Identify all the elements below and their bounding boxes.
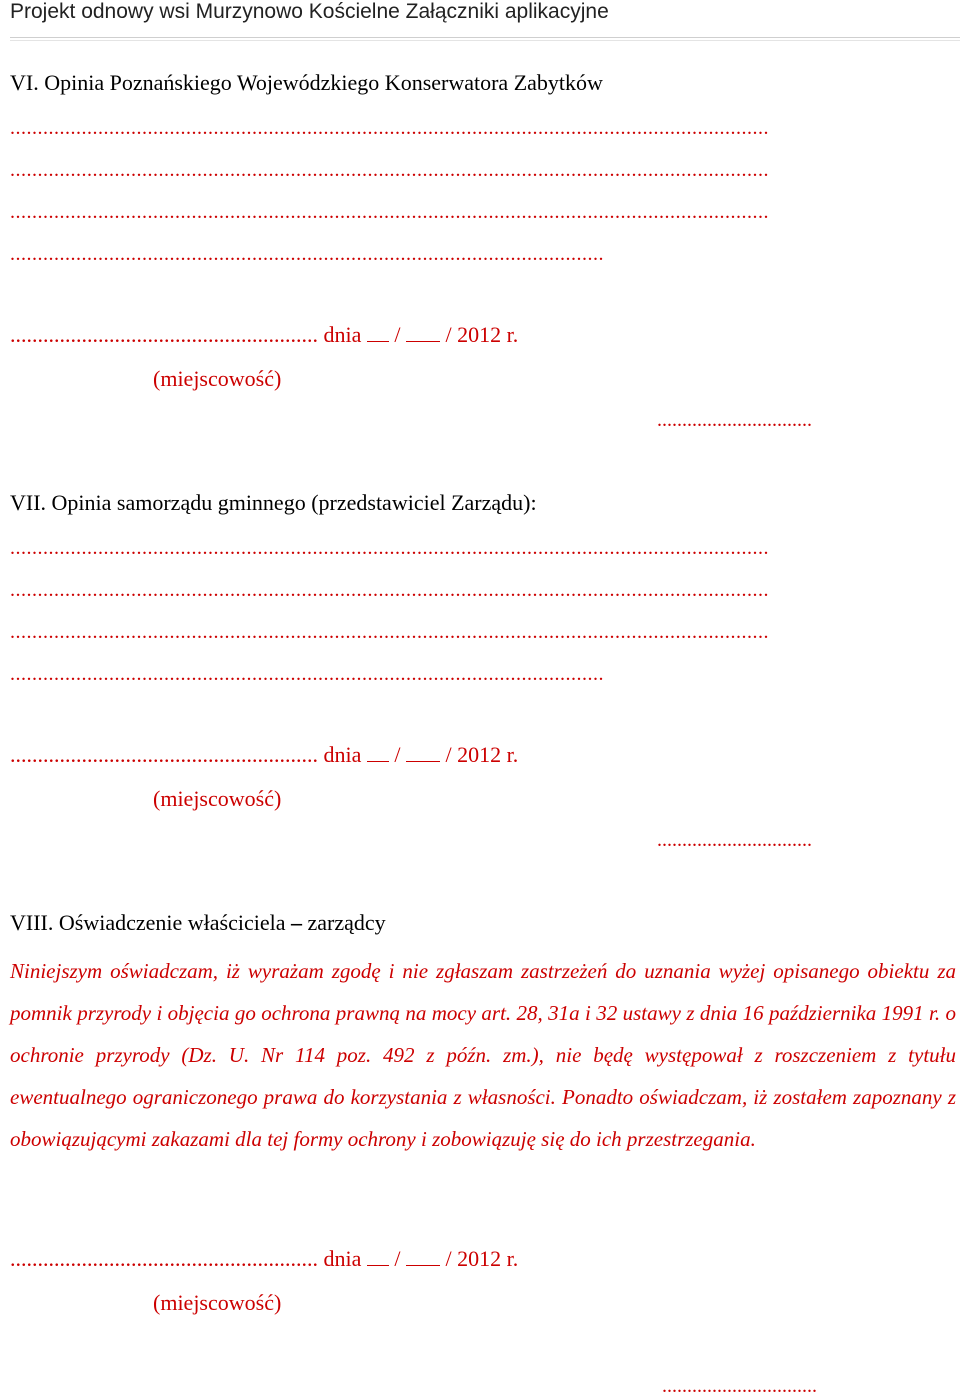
place-dots: ........................................................ — [10, 322, 318, 347]
header-divider — [10, 37, 960, 38]
day-blank — [367, 323, 389, 342]
heading-text-suffix: zarządcy — [301, 910, 386, 935]
date-slash: / — [394, 322, 401, 347]
place-label: (miejscowość) — [153, 1290, 282, 1315]
date-word: dnia — [323, 742, 362, 767]
date-slash: / — [394, 742, 401, 767]
heading-text: VIII. Oświadczenie właściciela — [10, 910, 291, 935]
opinion-line-4: ............................................................................................................ — [10, 663, 604, 685]
date-word: dnia — [323, 322, 362, 347]
date-line — [10, 742, 518, 768]
month-blank — [406, 1247, 440, 1266]
date-year: / 2012 r. — [445, 1246, 519, 1271]
heading-dash: – — [290, 910, 302, 935]
header-divider-secondary — [10, 40, 960, 41]
opinion-line-4: ............................................................................................................ — [10, 243, 604, 265]
section-heading-vii: VII. Opinia samorządu gminnego (przedstawiciel Zarządu): — [10, 490, 537, 515]
section-heading-viii — [10, 910, 386, 936]
signature-dots: ............................... — [662, 1375, 817, 1397]
date-line — [10, 1246, 518, 1272]
opinion-line-2: .......................................................................................................................................... — [10, 159, 769, 181]
opinion-line-3: .......................................................................................................................................... — [10, 621, 769, 643]
day-blank — [367, 1247, 389, 1266]
opinion-line-1: .......................................................................................................................................... — [10, 537, 769, 559]
section-heading-vi: VI. Opinia Poznańskiego Wojewódzkiego Konserwatora Zabytków — [10, 70, 603, 95]
place-label: (miejscowość) — [153, 786, 282, 811]
place-dots: ........................................................ — [10, 1246, 318, 1271]
opinion-line-1: .......................................................................................................................................... — [10, 117, 769, 139]
place-dots: ........................................................ — [10, 742, 318, 767]
owner-statement: Niniejszym oświadczam, iż wyrażam zgodę i nie zgłaszam zastrzeżeń do uznania wyżej opisanego obiektu za pomnik przyrody i objęcia go ochrona prawną na mocy art. 28, 31a i 32 ustawy z dnia 16 października 1991 r. o ochronie przyrody (Dz. U. Nr 114 poz. 492 z późn. zm.), nie będę występował z roszczeniem z tytułu ewentualnego ograniczonego prawa do korzystania z własności. Ponadto oświadczam, iż zostałem zapoznany z obowiązującymi zakazami dla tej formy ochrony i zobowiązuję się do ich przestrzegania. — [10, 959, 956, 1151]
day-blank — [367, 743, 389, 762]
month-blank — [406, 323, 440, 342]
month-blank — [406, 743, 440, 762]
date-line — [10, 322, 518, 348]
date-year: / 2012 r. — [445, 742, 519, 767]
signature-dots: ............................... — [657, 829, 812, 851]
opinion-line-2: .......................................................................................................................................... — [10, 579, 769, 601]
date-year: / 2012 r. — [445, 322, 519, 347]
date-slash: / — [394, 1246, 401, 1271]
opinion-line-3: .......................................................................................................................................... — [10, 201, 769, 223]
signature-dots: ............................... — [657, 409, 812, 431]
place-label: (miejscowość) — [153, 366, 282, 391]
page-header-title: Projekt odnowy wsi Murzynowo Kościelne Załączniki aplikacyjne — [10, 0, 609, 23]
date-word: dnia — [323, 1246, 362, 1271]
